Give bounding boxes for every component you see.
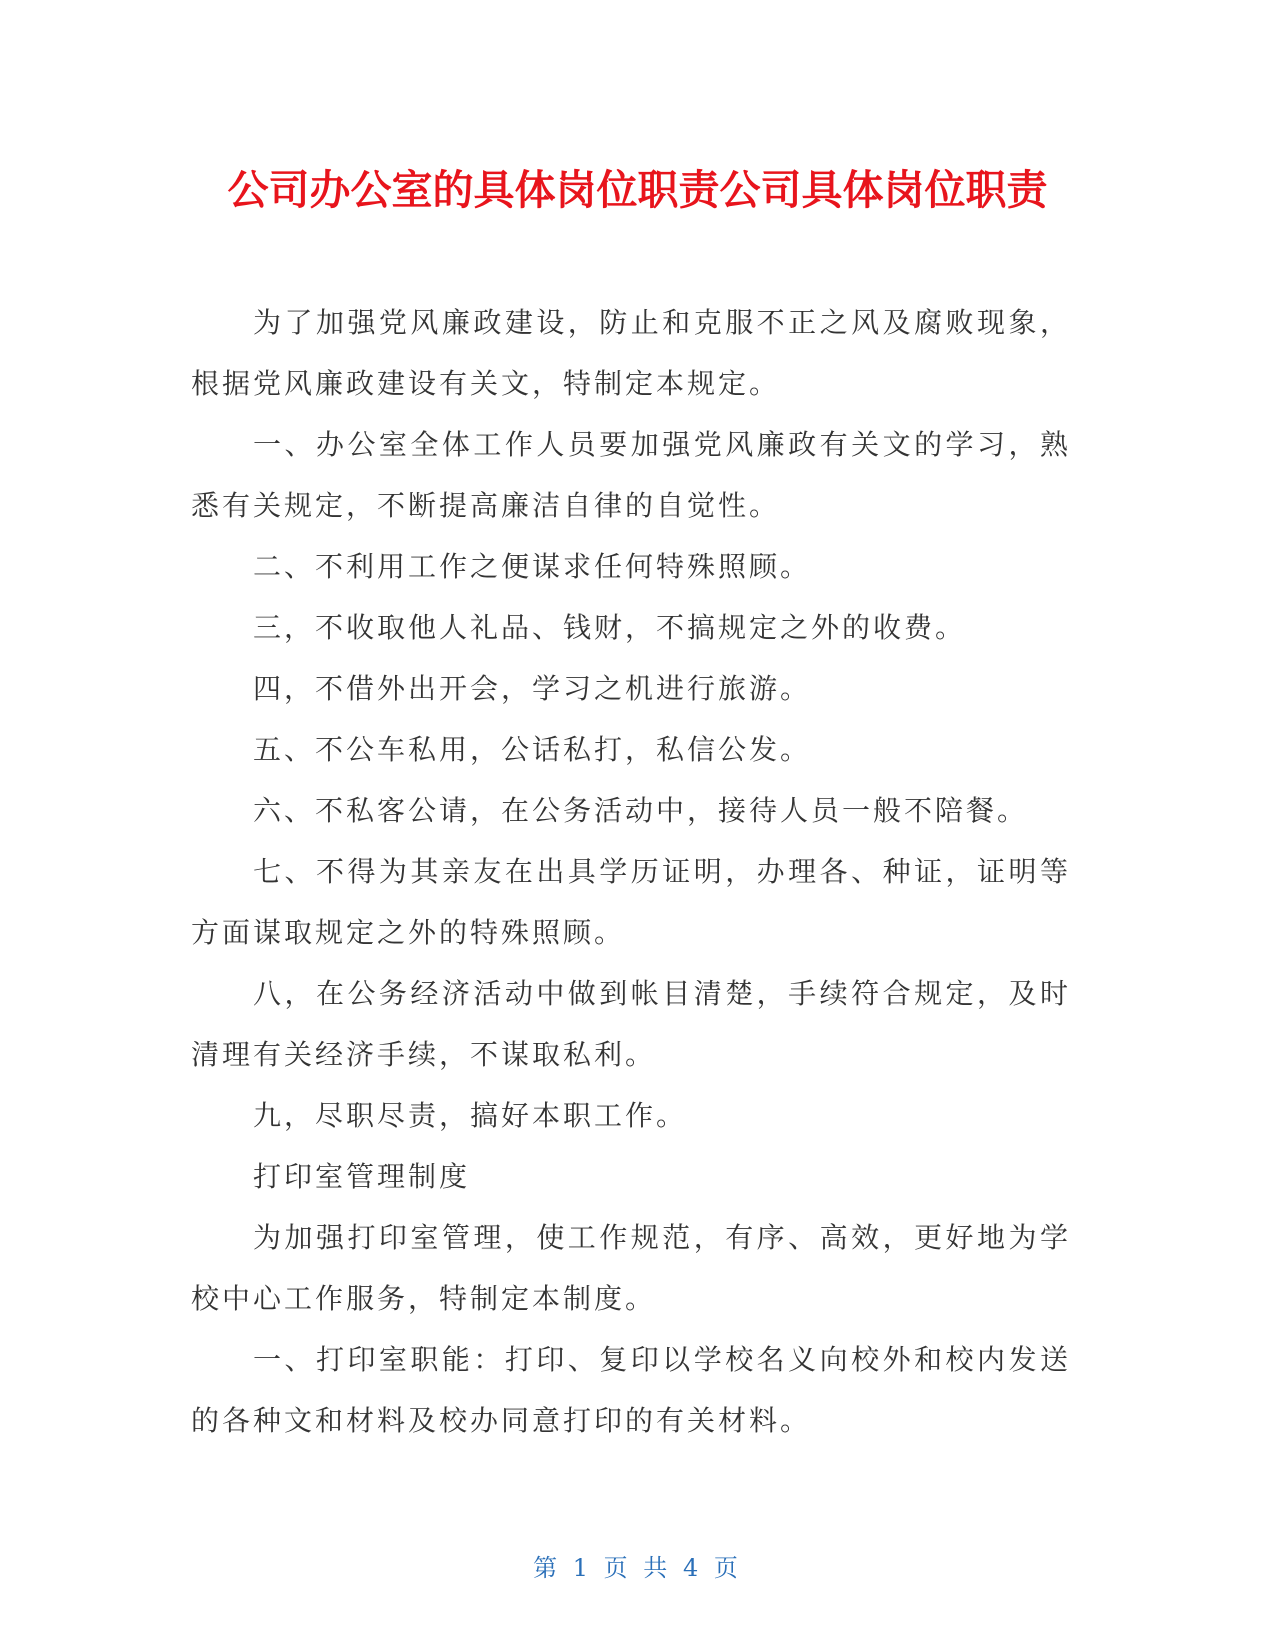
paragraph: 八，在公务经济活动中做到帐目清楚，手续符合规定，及时清理有关经济手续，不谋取私利。: [191, 977, 1071, 1071]
paragraph: 一、办公室全体工作人员要加强党风廉政有关文的学习，熟悉有关规定，不断提高廉洁自律的自觉性。: [191, 428, 1071, 522]
paragraph: 九，尽职尽责，搞好本职工作。: [253, 1099, 688, 1132]
paragraph: 二、不利用工作之便谋求任何特殊照顾。: [253, 550, 812, 583]
paragraph: 五、不公车私用，公话私打，私信公发。: [253, 733, 812, 766]
paragraph: 为了加强党风廉政建设，防止和克服不正之风及腐败现象，根据党风廉政建设有关文，特制定本规定。: [191, 306, 1071, 400]
section-heading: 打印室管理制度: [253, 1160, 471, 1193]
paragraph: 六、不私客公请，在公务活动中，接待人员一般不陪餐。: [253, 794, 1029, 827]
paragraph: 三，不收取他人礼品、钱财，不搞规定之外的收费。: [253, 611, 967, 644]
document-title: 公司办公室的具体岗位职责公司具体岗位职责: [227, 166, 1048, 214]
paragraph: 为加强打印室管理，使工作规范，有序、高效，更好地为学校中心工作服务，特制定本制度。: [191, 1221, 1071, 1315]
document-body: [191, 292, 1071, 1451]
paragraph: 四，不借外出开会，学习之机进行旅游。: [253, 672, 812, 705]
paragraph: 七、不得为其亲友在出具学历证明，办理各、种证，证明等方面谋取规定之外的特殊照顾。: [191, 855, 1071, 949]
page-number-footer: 第 1 页 共 4 页: [533, 1554, 742, 1582]
paragraph: 一、打印室职能：打印、复印以学校名义向校外和校内发送的各种文和材料及校办同意打印的有关材料。: [191, 1343, 1071, 1437]
